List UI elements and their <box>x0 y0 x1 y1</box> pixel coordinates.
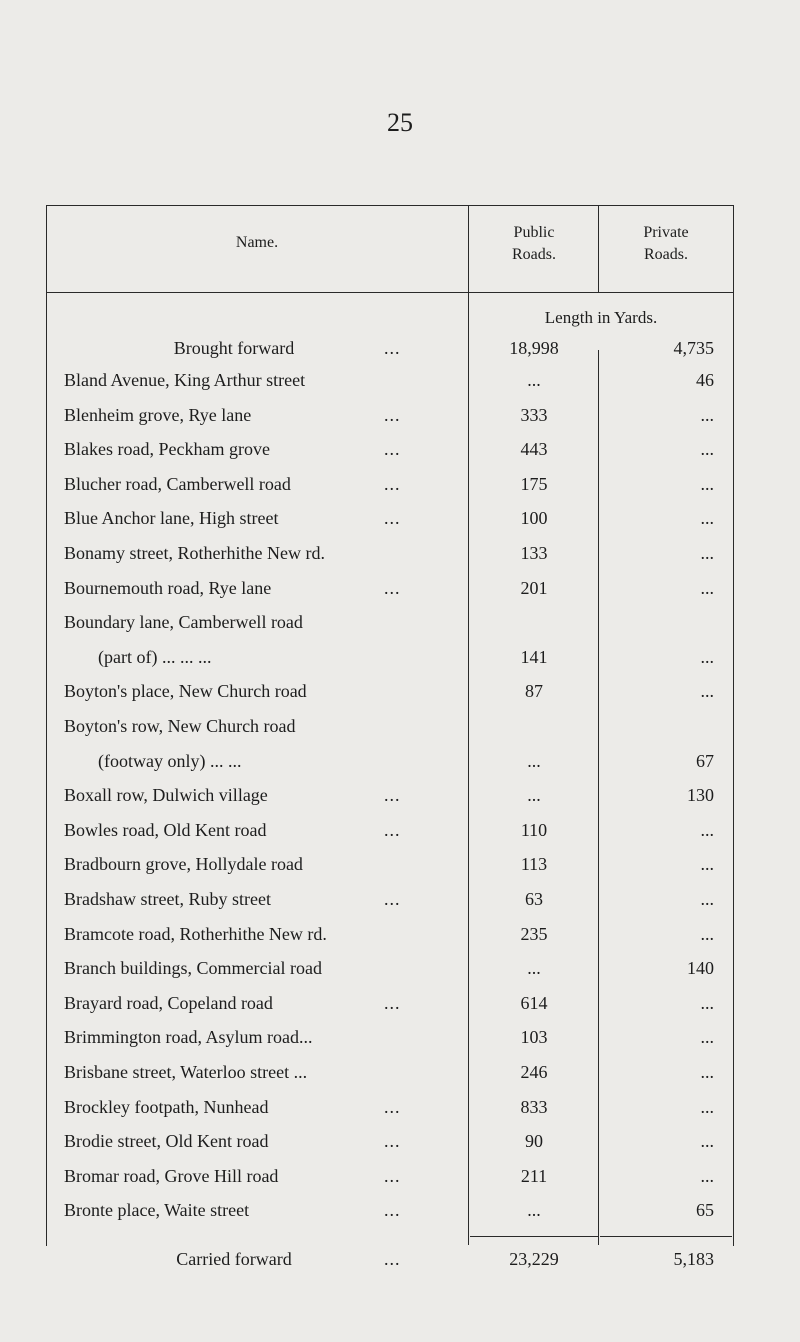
public-value: 110 <box>520 820 548 840</box>
table-row <box>0 820 800 852</box>
private-value: 65 <box>696 1200 714 1220</box>
public-value: 614 <box>520 993 548 1013</box>
table-row <box>0 1097 800 1129</box>
row-name: Bonamy street, Rotherhithe New rd. <box>64 543 325 563</box>
public-value: ... <box>527 785 541 805</box>
name-column-header: Name. <box>235 234 279 251</box>
private-value <box>600 612 732 633</box>
public-value: ... <box>527 958 541 978</box>
row-name: Brimmington road, Asylum road... <box>64 1027 313 1047</box>
private-value: ... <box>700 405 714 425</box>
row-name: Bradbourn grove, Hollydale road <box>64 854 303 874</box>
row-name: (footway only) ... ... <box>98 751 242 771</box>
table-row <box>0 889 800 921</box>
public-header-line1: Public <box>513 224 555 241</box>
private-value: ... <box>700 439 714 459</box>
row-dots: ... <box>384 1249 401 1269</box>
row-name: Bournemouth road, Rye lane <box>64 578 272 598</box>
private-value: 130 <box>687 785 714 805</box>
private-value: ... <box>700 1131 714 1151</box>
private-value: 5,183 <box>673 1249 714 1269</box>
public-value: 833 <box>520 1097 548 1117</box>
page-number: 25 <box>387 108 413 137</box>
private-value: ... <box>700 889 714 909</box>
row-name: Bronte place, Waite street <box>64 1200 250 1220</box>
row-name: Brought forward <box>173 338 295 358</box>
private-value: ... <box>700 854 714 874</box>
row-dots: ... <box>384 578 401 598</box>
public-value: 443 <box>520 439 548 459</box>
units-label: Length in Yards. <box>544 308 658 327</box>
public-value: 211 <box>520 1166 548 1186</box>
public-value: ... <box>527 1200 541 1220</box>
table-row <box>0 993 800 1025</box>
public-value: 87 <box>525 681 543 701</box>
public-value: 141 <box>520 647 548 667</box>
public-value: 113 <box>520 854 548 874</box>
row-dots: ... <box>384 474 401 494</box>
row-name: Brockley footpath, Nunhead <box>64 1097 269 1117</box>
row-name: Bromar road, Grove Hill road <box>64 1166 279 1186</box>
row-name: (part of) ... ... ... <box>98 647 212 667</box>
row-name: Blucher road, Camberwell road <box>64 474 291 494</box>
row-name: Blenheim grove, Rye lane <box>64 405 252 425</box>
private-value: ... <box>700 1062 714 1082</box>
public-roads-header <box>470 222 598 266</box>
row-name: Brodie street, Old Kent road <box>64 1131 269 1151</box>
private-value <box>600 716 732 737</box>
row-name: Bramcote road, Rotherhithe New rd. <box>64 924 327 944</box>
row-name: Boundary lane, Camberwell road <box>64 612 303 632</box>
private-header-line2: Roads. <box>644 246 688 263</box>
private-value: ... <box>700 1166 714 1186</box>
table-row <box>0 716 800 748</box>
row-dots: ... <box>384 439 401 459</box>
row-name: Bland Avenue, King Arthur street <box>64 370 306 390</box>
public-header-line2: Roads. <box>512 246 556 263</box>
row-name: Bowles road, Old Kent road <box>64 820 267 840</box>
private-value: ... <box>700 1097 714 1117</box>
table-row <box>0 543 800 575</box>
public-value: 333 <box>520 405 548 425</box>
public-value: 18,998 <box>509 338 559 358</box>
public-value: 63 <box>525 889 543 909</box>
private-value: ... <box>700 681 714 701</box>
row-dots: ... <box>384 889 401 909</box>
table-row <box>0 1131 800 1163</box>
header-rule <box>46 292 734 293</box>
private-value: ... <box>700 1027 714 1047</box>
table-row <box>0 439 800 471</box>
private-value: 46 <box>696 370 714 390</box>
table-row <box>0 612 800 644</box>
private-column-rule-header <box>598 205 599 292</box>
private-value: ... <box>700 924 714 944</box>
private-value: 4,735 <box>673 338 714 358</box>
private-value: 140 <box>687 958 714 978</box>
public-value: 235 <box>520 924 548 944</box>
public-value: 175 <box>520 474 548 494</box>
table-row <box>0 751 800 783</box>
table-row <box>0 405 800 437</box>
public-value: ... <box>527 751 541 771</box>
private-value: ... <box>700 508 714 528</box>
row-dots: ... <box>384 820 401 840</box>
private-roads-header <box>600 222 732 266</box>
table-row <box>0 647 800 679</box>
private-value: ... <box>700 993 714 1013</box>
private-total-rule <box>600 1236 732 1237</box>
row-dots: ... <box>384 785 401 805</box>
table-row <box>0 1166 800 1198</box>
public-value: ... <box>527 370 541 390</box>
table-row <box>0 958 800 990</box>
table-row <box>0 681 800 713</box>
table-row <box>0 1027 800 1059</box>
row-name: Blakes road, Peckham grove <box>64 439 270 459</box>
table-row <box>0 1200 800 1232</box>
private-value: ... <box>700 820 714 840</box>
public-value: 103 <box>520 1027 548 1047</box>
private-value: 67 <box>696 751 714 771</box>
table-row <box>0 785 800 817</box>
carried-forward-row <box>0 1249 800 1281</box>
table-row <box>0 474 800 506</box>
private-header-line1: Private <box>643 224 689 241</box>
row-dots: ... <box>384 508 401 528</box>
public-value: 133 <box>520 543 548 563</box>
table-row <box>0 578 800 610</box>
private-value: ... <box>700 543 714 563</box>
table-row <box>0 370 800 402</box>
public-value: 201 <box>520 578 548 598</box>
row-dots: ... <box>384 1200 401 1220</box>
public-value: 23,229 <box>509 1249 559 1269</box>
private-value: ... <box>700 647 714 667</box>
row-dots: ... <box>384 993 401 1013</box>
row-dots: ... <box>384 1166 401 1186</box>
row-name: Boxall row, Dulwich village <box>64 785 268 805</box>
row-name: Carried forward <box>176 1249 292 1269</box>
public-value: 246 <box>520 1062 548 1082</box>
row-name: Bradshaw street, Ruby street <box>64 889 271 909</box>
table-row <box>0 924 800 956</box>
row-dots: ... <box>384 338 401 358</box>
public-total-rule <box>470 1236 598 1237</box>
public-value: 100 <box>520 508 548 528</box>
row-dots: ... <box>384 1131 401 1151</box>
row-name: Blue Anchor lane, High street <box>64 508 279 528</box>
row-name: Brisbane street, Waterloo street ... <box>64 1062 308 1082</box>
row-name: Branch buildings, Commercial road <box>64 958 322 978</box>
private-value: ... <box>700 474 714 494</box>
row-name: Boyton's place, New Church road <box>64 681 307 701</box>
table-row <box>0 854 800 886</box>
private-value: ... <box>700 578 714 598</box>
row-name: Brayard road, Copeland road <box>64 993 273 1013</box>
table-row <box>0 1062 800 1094</box>
public-value: 90 <box>525 1131 543 1151</box>
table-row <box>0 508 800 540</box>
row-dots: ... <box>384 1097 401 1117</box>
row-dots: ... <box>384 405 401 425</box>
row-name: Boyton's row, New Church road <box>64 716 296 736</box>
brought-forward-row <box>0 338 800 370</box>
